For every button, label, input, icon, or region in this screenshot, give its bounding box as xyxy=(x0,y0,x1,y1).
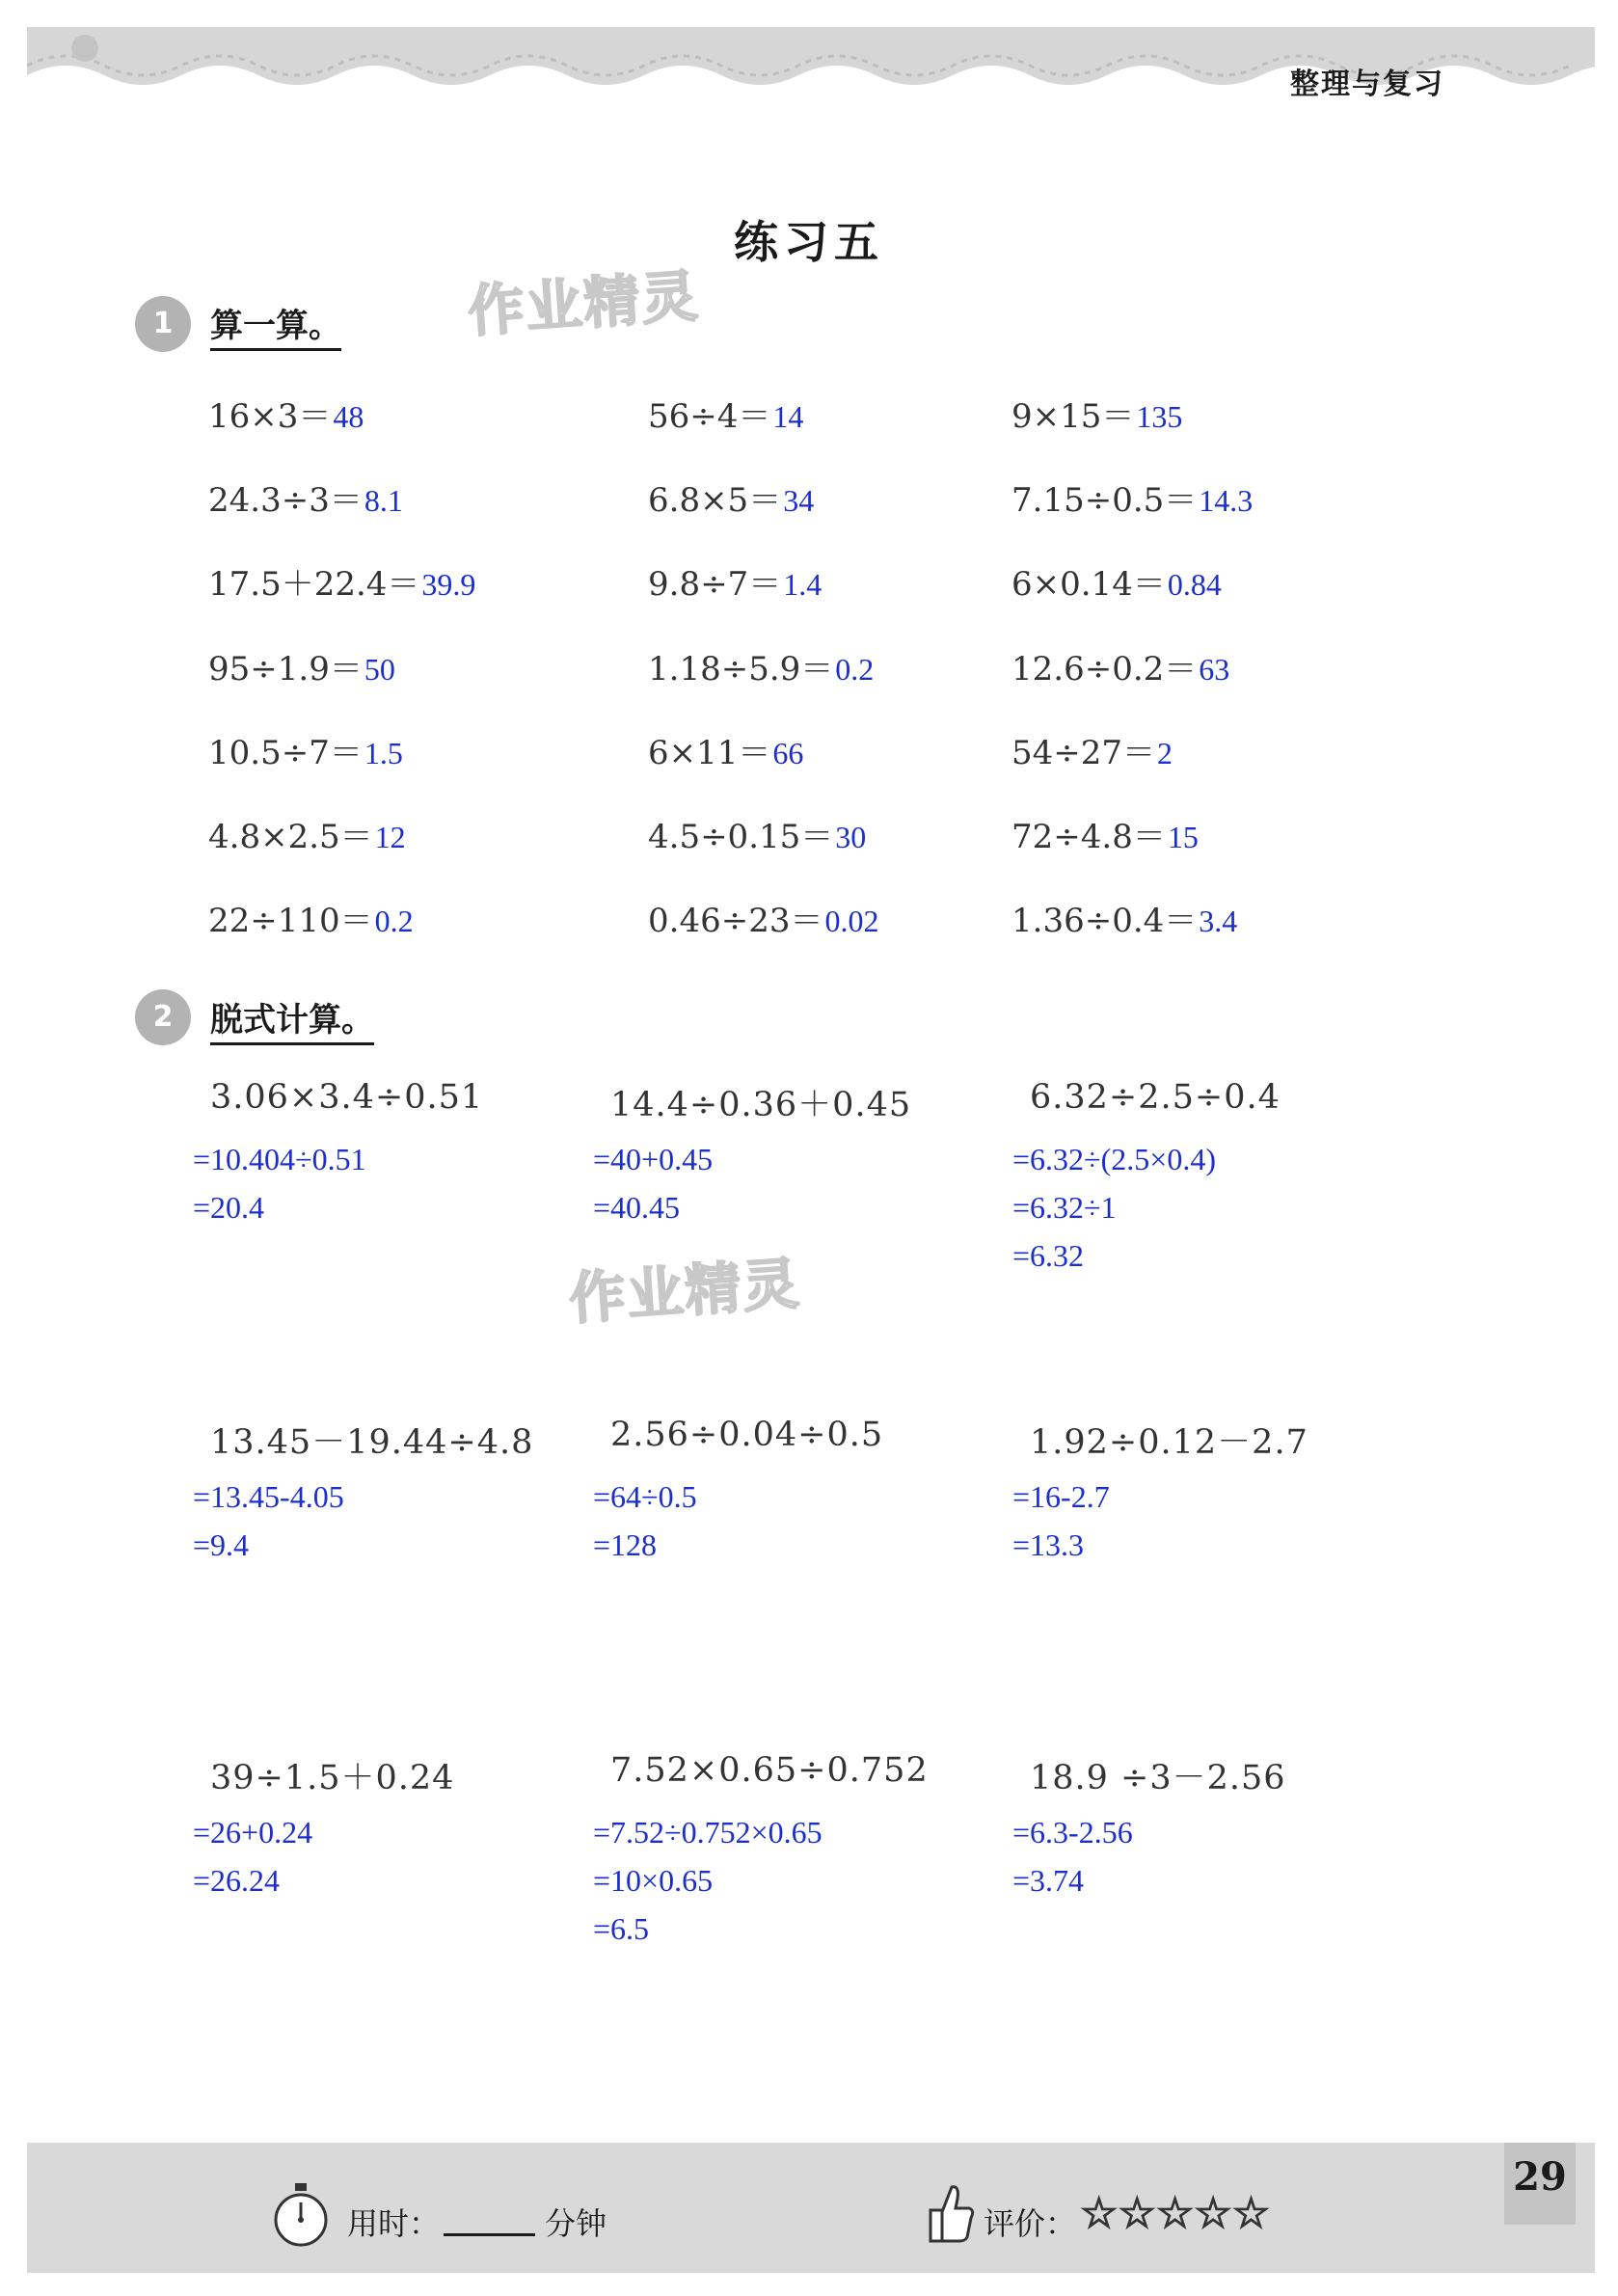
calc-expression: 9×15＝ xyxy=(1011,397,1135,436)
section-name: 整理与复习 xyxy=(1290,68,1444,101)
problem-expression: 6.32÷2.5÷0.4 xyxy=(1030,1078,1281,1117)
calc-answer[interactable]: 12 xyxy=(374,820,406,854)
problem-step[interactable]: =20.4 xyxy=(193,1190,265,1225)
problem-step[interactable]: =26+0.24 xyxy=(193,1815,313,1850)
calc-expression: 16×3＝ xyxy=(208,397,332,436)
calc-answer[interactable]: 30 xyxy=(835,820,867,854)
question-1-number: 1 xyxy=(135,296,191,352)
calc-expression: 7.15÷0.5＝ xyxy=(1011,481,1198,520)
problem-step[interactable]: =6.3-2.56 xyxy=(1012,1815,1133,1850)
problem-step[interactable]: =128 xyxy=(593,1527,658,1562)
thumbs-up-icon xyxy=(921,2177,975,2245)
calc-item xyxy=(1011,894,1237,941)
calc-expression: 95÷1.9＝ xyxy=(208,650,363,689)
calc-answer[interactable]: 0.2 xyxy=(835,652,875,687)
calc-item xyxy=(648,557,822,605)
calc-item xyxy=(648,810,866,857)
problem-step[interactable]: =3.74 xyxy=(1012,1863,1085,1898)
calc-answer[interactable]: 0.84 xyxy=(1167,567,1222,602)
calc-expression: 10.5÷7＝ xyxy=(208,734,363,772)
calc-item xyxy=(208,810,406,857)
question-1-title: 算一算。 xyxy=(210,299,341,351)
calc-expression: 54÷27＝ xyxy=(1011,734,1156,772)
calc-expression: 12.6÷0.2＝ xyxy=(1011,650,1198,689)
calc-item xyxy=(648,894,878,941)
problem-step[interactable]: =10.404÷0.51 xyxy=(193,1142,366,1176)
time-label: 用时： xyxy=(347,2205,441,2242)
time-blank[interactable] xyxy=(444,2233,535,2236)
rating-label: 评价： xyxy=(984,2205,1077,2242)
problem-step[interactable]: =6.32 xyxy=(1012,1238,1085,1273)
problem-expression: 3.06×3.4÷0.51 xyxy=(210,1078,484,1117)
calc-expression: 22÷110＝ xyxy=(208,902,373,940)
calc-item xyxy=(208,642,395,689)
calc-expression: 6.8×5＝ xyxy=(648,481,782,520)
problem-expression: 39÷1.5＋0.24 xyxy=(210,1759,455,1797)
calc-answer[interactable]: 2 xyxy=(1157,736,1173,770)
problem-step[interactable]: =40.45 xyxy=(593,1190,681,1225)
problem-expression: 7.52×0.65÷0.752 xyxy=(610,1751,929,1790)
calc-item xyxy=(648,473,814,521)
calc-expression: 56÷4＝ xyxy=(648,397,771,436)
problem-step[interactable]: =10×0.65 xyxy=(593,1863,714,1898)
question-2-number: 2 xyxy=(135,989,191,1045)
calc-expression: 1.36÷0.4＝ xyxy=(1011,902,1198,940)
calc-expression: 72÷4.8＝ xyxy=(1011,818,1166,856)
calc-item xyxy=(1011,642,1229,689)
stopwatch-icon xyxy=(272,2181,330,2251)
problem-expression: 13.45－19.44÷4.8 xyxy=(210,1423,534,1462)
problem-step[interactable]: =6.32÷1 xyxy=(1012,1190,1117,1225)
page-number: 29 xyxy=(1504,2143,1576,2225)
calc-item xyxy=(208,473,403,521)
problem-step[interactable]: =7.52÷0.752×0.65 xyxy=(593,1815,822,1850)
calc-item xyxy=(208,557,475,605)
problem-expression: 14.4÷0.36＋0.45 xyxy=(610,1086,912,1124)
problem-step[interactable]: =40+0.45 xyxy=(593,1142,714,1176)
calc-answer[interactable]: 50 xyxy=(364,652,395,687)
watermark-top: 作业精灵 xyxy=(466,262,702,345)
problem-expression: 2.56÷0.04÷0.5 xyxy=(610,1416,884,1454)
page-title: 练习五 xyxy=(734,216,884,268)
problem-step[interactable]: =6.32÷(2.5×0.4) xyxy=(1012,1142,1216,1176)
footer-band xyxy=(27,2143,1595,2273)
calc-answer[interactable]: 135 xyxy=(1136,399,1183,434)
calc-answer[interactable]: 48 xyxy=(333,399,364,434)
calc-answer[interactable]: 14 xyxy=(772,399,804,434)
calc-item xyxy=(208,894,414,941)
time-unit: 分钟 xyxy=(545,2205,607,2242)
calc-expression: 24.3÷3＝ xyxy=(208,481,363,520)
calc-answer[interactable]: 3.4 xyxy=(1199,904,1238,938)
calc-expression: 6×11＝ xyxy=(648,734,771,772)
calc-answer[interactable]: 15 xyxy=(1167,820,1199,854)
calc-item xyxy=(648,642,874,689)
problem-expression: 1.92÷0.12－2.7 xyxy=(1030,1423,1308,1462)
problem-step[interactable]: =6.5 xyxy=(593,1911,650,1946)
watermark-middle: 作业精灵 xyxy=(567,1250,803,1333)
calc-answer[interactable]: 66 xyxy=(772,736,804,770)
calc-answer[interactable]: 0.02 xyxy=(824,904,879,938)
calc-expression: 4.5÷0.15＝ xyxy=(648,818,834,856)
calc-item xyxy=(1011,810,1199,857)
calc-expression: 9.8÷7＝ xyxy=(648,565,782,604)
calc-expression: 4.8×2.5＝ xyxy=(208,818,373,856)
rating-stars[interactable]: ☆☆☆☆☆ xyxy=(1080,2189,1271,2238)
question-2-title: 脱式计算。 xyxy=(210,993,374,1045)
problem-step[interactable]: =64÷0.5 xyxy=(593,1479,697,1514)
problem-step[interactable]: =13.3 xyxy=(1012,1527,1085,1562)
calc-item xyxy=(208,390,364,437)
problem-step[interactable]: =16-2.7 xyxy=(1012,1479,1110,1514)
calc-expression: 6×0.14＝ xyxy=(1011,565,1166,604)
calc-answer[interactable]: 63 xyxy=(1199,652,1230,687)
problem-step[interactable]: =9.4 xyxy=(193,1527,250,1562)
calc-item xyxy=(1011,557,1222,605)
calc-answer[interactable]: 0.2 xyxy=(374,904,414,938)
calc-item xyxy=(1011,390,1182,437)
calc-answer[interactable]: 39.9 xyxy=(421,567,476,602)
calc-item xyxy=(1011,473,1253,521)
calc-expression: 17.5＋22.4＝ xyxy=(208,565,420,604)
calc-item xyxy=(1011,726,1173,773)
problem-step[interactable]: =13.45-4.05 xyxy=(193,1479,344,1514)
calc-item xyxy=(648,390,803,437)
calc-answer[interactable]: 14.3 xyxy=(1199,483,1254,518)
calc-expression: 1.18÷5.9＝ xyxy=(648,650,834,689)
calc-answer[interactable]: 34 xyxy=(783,483,815,518)
calc-expression: 0.46÷23＝ xyxy=(648,902,823,940)
calc-answer[interactable]: 8.1 xyxy=(364,483,403,518)
problem-step[interactable]: =26.24 xyxy=(193,1863,281,1898)
calc-item xyxy=(648,726,803,773)
calc-item xyxy=(208,726,403,773)
calc-answer[interactable]: 1.5 xyxy=(364,736,403,770)
calc-answer[interactable]: 1.4 xyxy=(783,567,822,602)
problem-expression: 18.9 ÷3－2.56 xyxy=(1030,1759,1286,1797)
